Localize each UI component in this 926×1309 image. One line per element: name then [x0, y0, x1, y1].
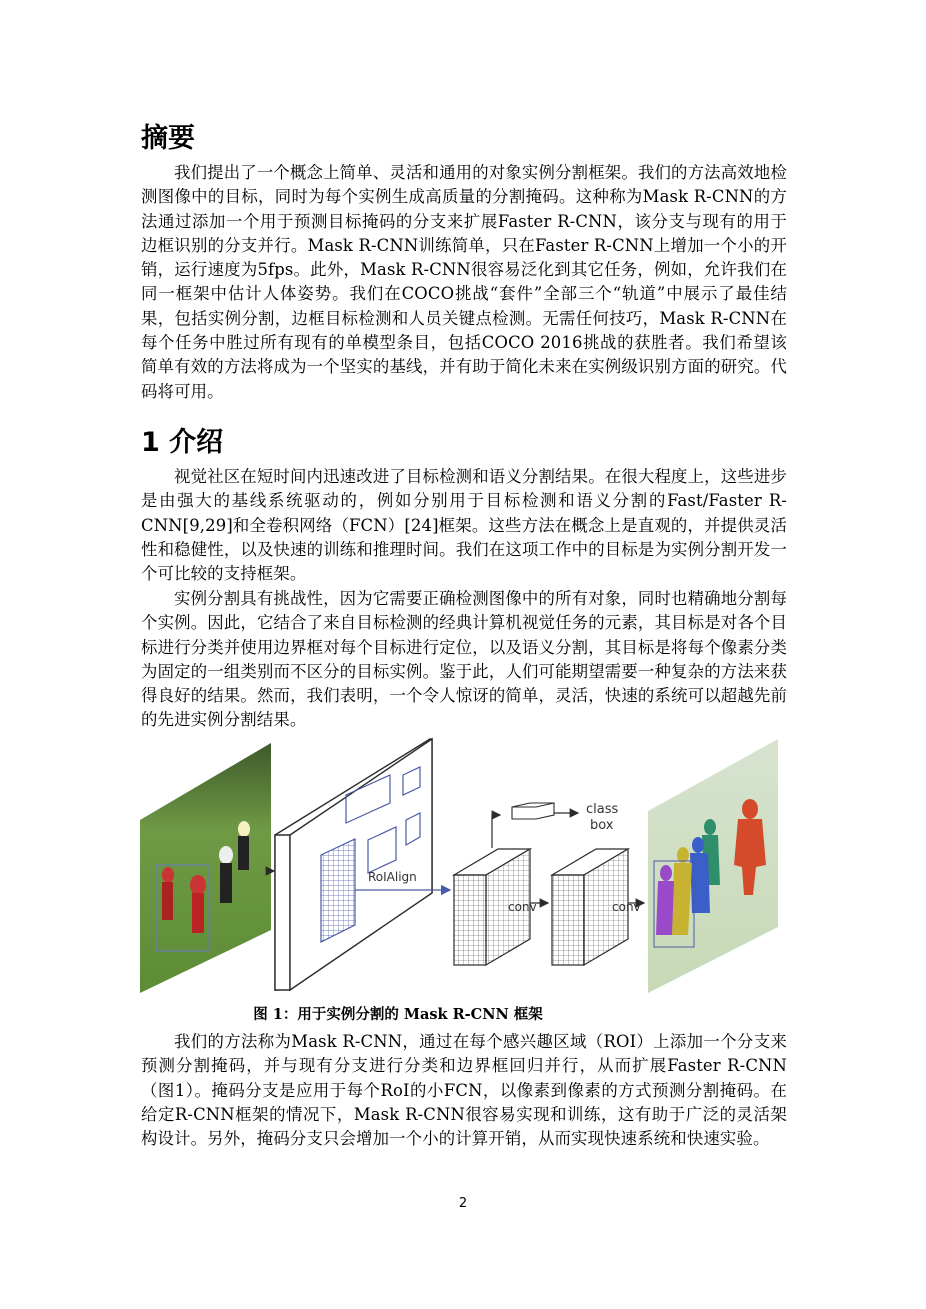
class-label: class	[586, 802, 619, 817]
abstract-paragraph: 我们提出了一个概念上简单、灵活和通用的对象实例分割框架。我们的方法高效地检测图像中的目标，同时为每个实例生成高质量的分割掩码。这种称为Mask R-CNN的方法通过添加一个用于预测目标掩码的分支来扩展Faster R-CNN，该分支与现有的用于边框识别的分支并行。Mask R-CNN训练简单，只在Faster R-CNN上增加一个小的开销，运行速度为5fps。此外，Mask R-CNN很容易泛化到其它任务，例如，允许我们在同一框架中估计人体姿势。我们在COCO挑战“套件”全部三个“轨道”中展示了最佳结果，包括实例分割，边框目标检测和人员关键点检测。无需任何技巧，Mask R-CNN在每个任务中胜过所有现有的单模型条目，包括COCO 2016挑战的获胜者。我们希望该简单有效的方法将成为一个坚实的基线，并有助于简化未来在实例级识别方面的研究。代码将可用。	[141, 163, 787, 401]
figure-caption	[0, 1003, 926, 1024]
intro-paragraph-3: 我们的方法称为Mask R-CNN，通过在每个感兴趣区域（ROI）上添加一个分支来预测分割掩码，并与现有分支进行分类和边界框回归并行，从而扩展Faster R-CNN（图1）。掩码分支是应用于每个RoI的小FCN，以像素到像素的方式预测分割掩码。在给定R-CNN框架的情况下，Mask R-CNN很容易实现和训练，这有助于广泛的灵活架构设计。另外，掩码分支只会增加一个小的计算开销，从而实现快速系统和快速实验。	[141, 1032, 787, 1149]
feature-map-block	[275, 739, 432, 990]
abstract-heading: 摘要	[141, 123, 195, 154]
input-image	[140, 743, 271, 993]
intro-heading: 1 介绍	[141, 427, 224, 458]
mask-rcnn-figure	[138, 735, 786, 997]
intro-paragraph-2: 实例分割具有挑战性，因为它需要正确检测图像中的所有对象，同时也精确地分割每个实例。因此，它结合了来自目标检测的经典计算机视觉任务的元素，其目标是对各个目标进行分类并使用边界框对每个目标进行定位，以及语义分割，其目标是将每个像素分类为固定的一组类别而不区分的目标实例。鉴于此，人们可能期望需要一种复杂的方法来获得良好的结果。然而，我们表明，一个令人惊讶的简单，灵活，快速的系统可以超越先前的先进实例分割结果。	[141, 589, 787, 730]
roialign-label: RoIAlign	[368, 870, 417, 884]
page-number: 2	[458, 1196, 468, 1211]
figure-caption-text: 图 1：用于实例分割的 Mask R-CNN 框架	[253, 1006, 543, 1023]
intro-paragraph-1: 视觉社区在短时间内迅速改进了目标检测和语义分割结果。在很大程度上，这些进步是由强大的基线系统驱动的，例如分别用于目标检测和语义分割的Fast/Faster R-CNN[9,29]和全卷积网络（FCN）[24]框架。这些方法在概念上是直观的，并提供灵活性和稳健性，以及快速的训练和推理时间。我们在这项工作中的目标是为实例分割开发一个可比较的支持框架。	[141, 467, 787, 584]
output-image	[648, 739, 778, 993]
conv-label-2: conv	[612, 900, 641, 914]
figure-diagram	[138, 735, 786, 997]
conv-label-1: conv	[508, 900, 537, 914]
box-label: box	[590, 818, 614, 833]
